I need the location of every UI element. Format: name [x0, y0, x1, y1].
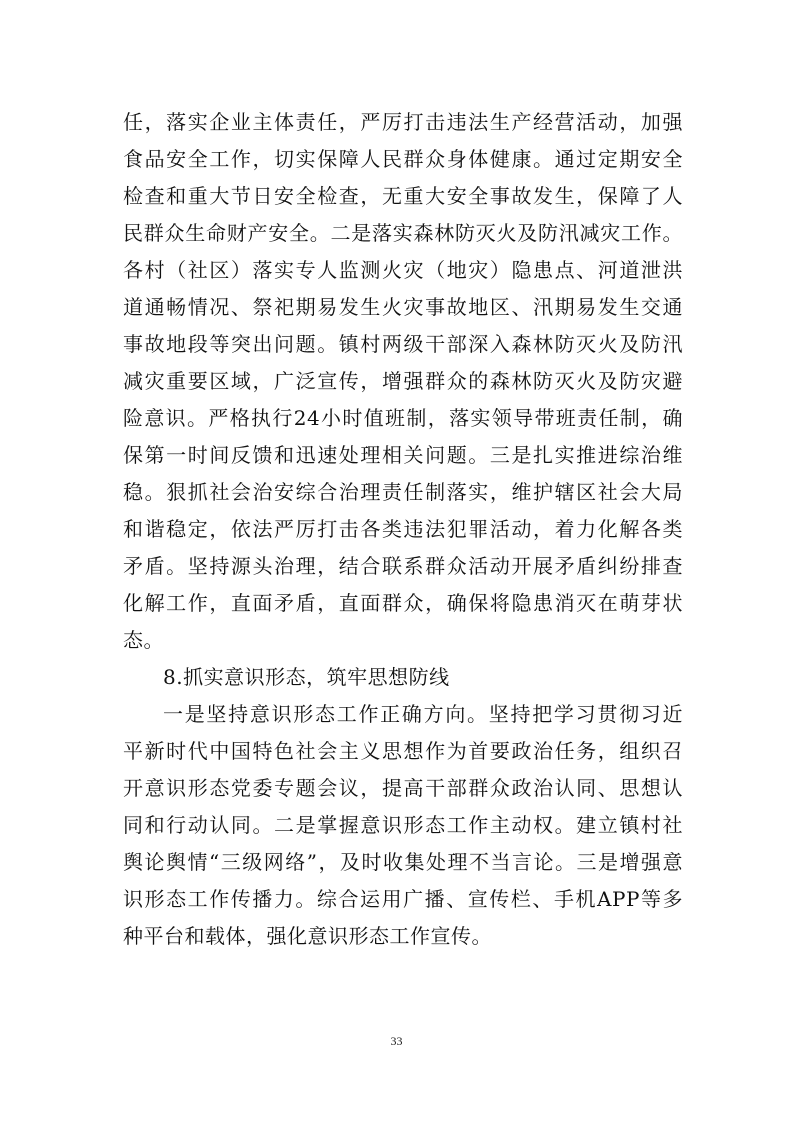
body-text — [123, 104, 683, 955]
text-line: 和谐稳定，依法严厉打击各类违法犯罪活动，着力化解各类 — [123, 517, 683, 541]
text-line: 开意识形态党委专题会议，提高干部群众政治认同、思想认 — [123, 776, 683, 800]
text-line: 识形态工作传播力。综合运用广播、宣传栏、手机APP等多 — [123, 887, 683, 911]
text-line: 矛盾。坚持源头治理，结合联系群众活动开展矛盾纠纷排查 — [123, 554, 683, 578]
text-line: 同和行动认同。二是掌握意识形态工作主动权。建立镇村社 — [123, 813, 683, 837]
text-line: 保第一时间反馈和迅速处理相关问题。三是扎实推进综治维 — [123, 443, 683, 467]
text-line: 险意识。严格执行24小时值班制，落实领导带班责任制，确 — [123, 406, 683, 430]
text-line: 任，落实企业主体责任，严厉打击违法生产经营活动，加强 — [123, 110, 683, 134]
text-line: 事故地段等突出问题。镇村两级干部深入森林防灭火及防汛 — [123, 332, 683, 356]
text-line: 舆论舆情“三级网络”，及时收集处理不当言论。三是增强意 — [123, 850, 683, 874]
text-line: 减灾重要区域，广泛宣传，增强群众的森林防灭火及防灾避 — [123, 369, 683, 393]
text-line: 平新时代中国特色社会主义思想作为首要政治任务，组织召 — [123, 739, 683, 763]
text-line: 化解工作，直面矛盾，直面群众，确保将隐患消灭在萌芽状 — [123, 591, 683, 615]
text-line: 种平台和载体，强化意识形态工作宣传。 — [123, 924, 492, 948]
text-line: 各村（社区）落实专人监测火灾（地灾）隐患点、河道泄洪 — [123, 258, 683, 282]
text-line: 稳。狠抓社会治安综合治理责任制落实，维护辖区社会大局 — [123, 480, 683, 504]
text-line: 一是坚持意识形态工作正确方向。坚持把学习贯彻习近 — [163, 702, 683, 726]
page-number: 33 — [390, 1034, 403, 1048]
text-line: 民群众生命财产安全。二是落实森林防灭火及防汛减灾工作。 — [123, 221, 683, 245]
text-line: 检查和重大节日安全检查，无重大安全事故发生，保障了人 — [123, 184, 683, 208]
section-heading: 8.抓实意识形态，筑牢思想防线 — [163, 665, 450, 689]
text-line: 道通畅情况、祭祀期易发生火灾事故地区、汛期易发生交通 — [123, 295, 683, 319]
text-line: 态。 — [123, 628, 164, 652]
text-line: 食品安全工作，切实保障人民群众身体健康。通过定期安全 — [123, 147, 683, 171]
